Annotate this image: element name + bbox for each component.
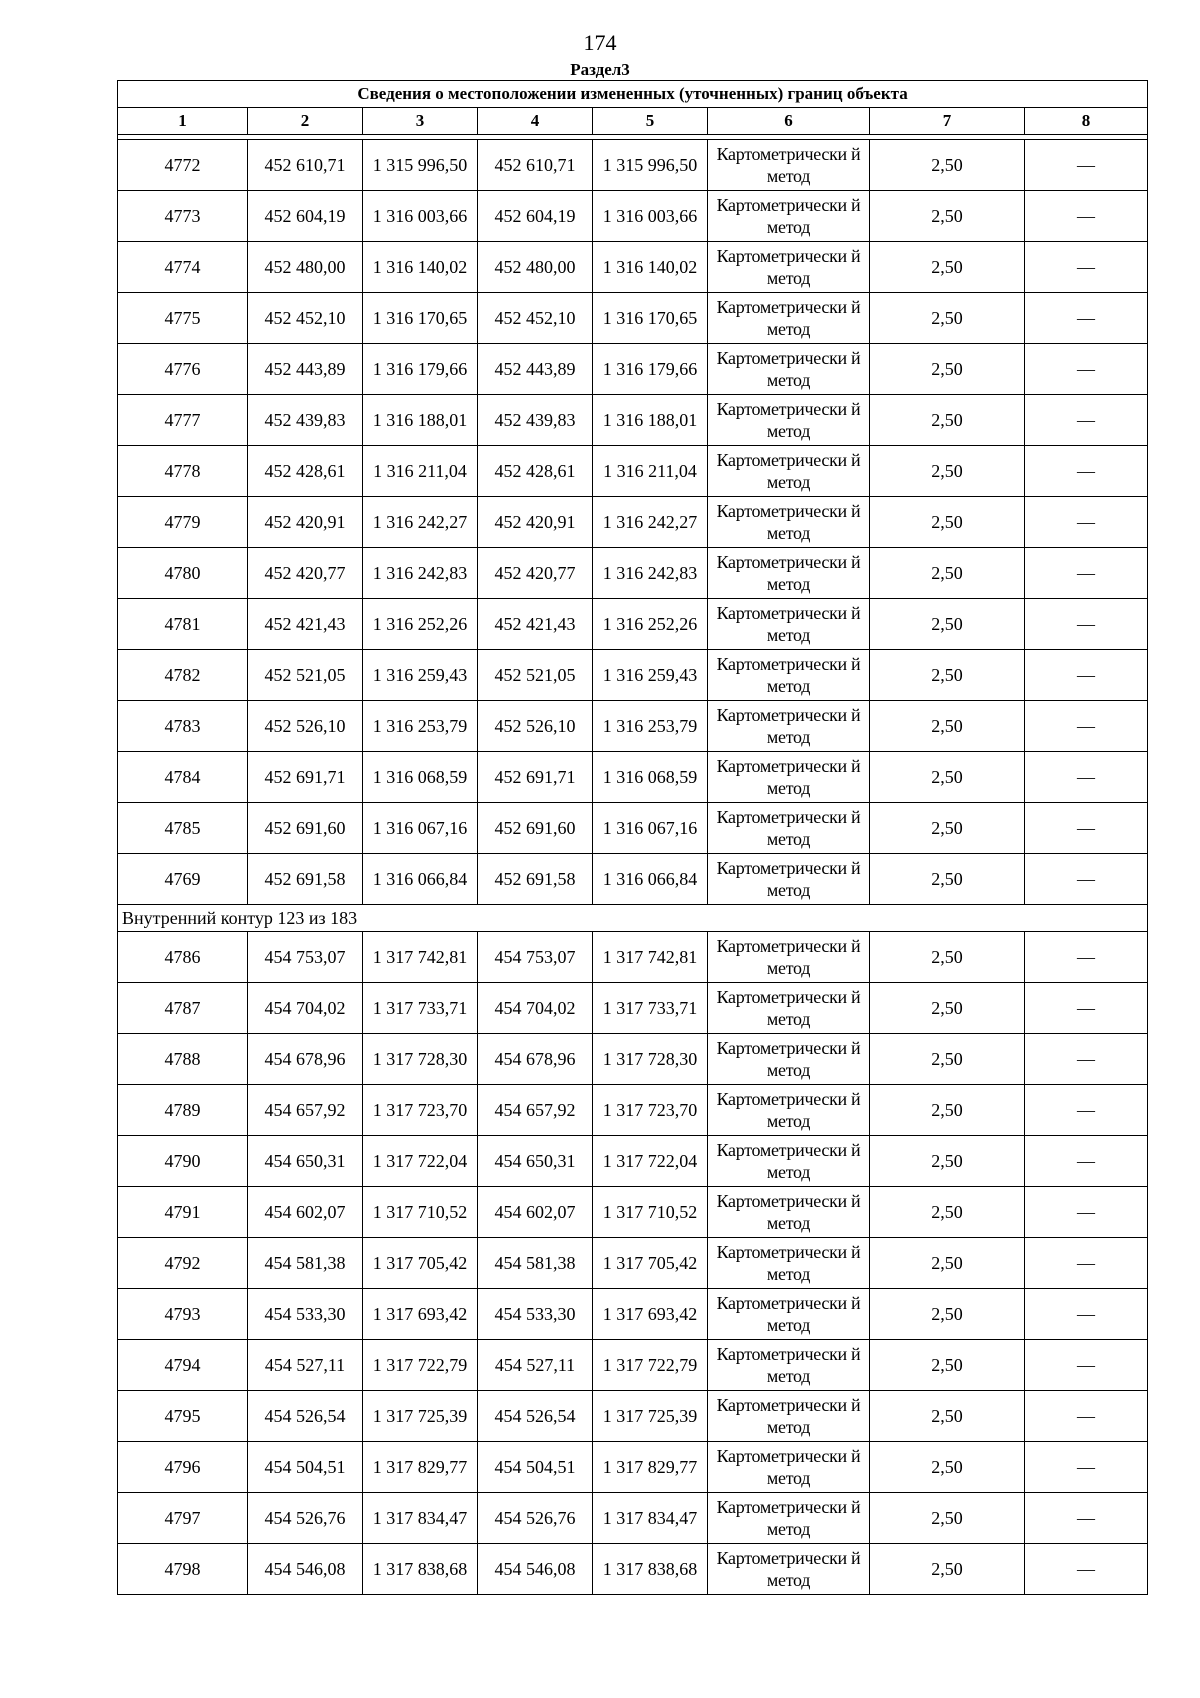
new-x-cell: 454 533,30 [478,1289,593,1340]
method-cell: Картометрически й метод [708,803,870,854]
new-x-cell: 452 439,83 [478,395,593,446]
accuracy-cell: 2,50 [870,1544,1025,1595]
new-y-cell: 1 316 003,66 [593,191,708,242]
accuracy-cell: 2,50 [870,395,1025,446]
accuracy-cell: 2,50 [870,548,1025,599]
old-y-cell: 1 316 253,79 [363,701,478,752]
new-x-cell: 452 420,77 [478,548,593,599]
table-row [118,1034,1148,1085]
new-x-cell: 454 602,07 [478,1187,593,1238]
new-y-cell: 1 317 725,39 [593,1391,708,1442]
table-row [118,701,1148,752]
old-y-cell: 1 317 693,42 [363,1289,478,1340]
new-x-cell: 454 546,08 [478,1544,593,1595]
new-y-cell: 1 316 211,04 [593,446,708,497]
accuracy-cell: 2,50 [870,803,1025,854]
description-cell: — [1025,293,1148,344]
table-caption: Сведения о местоположении измененных (уточненных) границ объекта [118,81,1148,108]
point-number-cell: 4792 [118,1238,248,1289]
old-y-cell: 1 316 242,27 [363,497,478,548]
old-y-cell: 1 316 188,01 [363,395,478,446]
point-number-cell: 4781 [118,599,248,650]
point-number-cell: 4786 [118,932,248,983]
description-cell: — [1025,752,1148,803]
old-x-cell: 452 452,10 [248,293,363,344]
accuracy-cell: 2,50 [870,1289,1025,1340]
table-row [118,650,1148,701]
accuracy-cell: 2,50 [870,293,1025,344]
new-x-cell: 452 420,91 [478,497,593,548]
old-y-cell: 1 316 003,66 [363,191,478,242]
table-row [118,983,1148,1034]
accuracy-cell: 2,50 [870,140,1025,191]
method-cell: Картометрически й метод [708,1136,870,1187]
new-y-cell: 1 317 693,42 [593,1289,708,1340]
new-x-cell: 452 521,05 [478,650,593,701]
new-x-cell: 454 650,31 [478,1136,593,1187]
point-number-cell: 4791 [118,1187,248,1238]
method-cell: Картометрически й метод [708,191,870,242]
accuracy-cell: 2,50 [870,1187,1025,1238]
old-y-cell: 1 317 728,30 [363,1034,478,1085]
new-x-cell: 452 421,43 [478,599,593,650]
table-row [118,854,1148,905]
point-number-cell: 4790 [118,1136,248,1187]
old-y-cell: 1 317 725,39 [363,1391,478,1442]
point-number-cell: 4783 [118,701,248,752]
old-x-cell: 454 546,08 [248,1544,363,1595]
new-y-cell: 1 316 242,83 [593,548,708,599]
new-x-cell: 452 452,10 [478,293,593,344]
point-number-cell: 4769 [118,854,248,905]
column-number-8: 8 [1025,108,1148,135]
point-number-cell: 4797 [118,1493,248,1544]
old-x-cell: 454 650,31 [248,1136,363,1187]
old-x-cell: 452 439,83 [248,395,363,446]
column-number-6: 6 [708,108,870,135]
table-row [118,1391,1148,1442]
accuracy-cell: 2,50 [870,599,1025,650]
accuracy-cell: 2,50 [870,497,1025,548]
table-row [118,1085,1148,1136]
method-cell: Картометрически й метод [708,932,870,983]
table-row [118,1238,1148,1289]
page-number: 174 [583,30,617,55]
description-cell: — [1025,1493,1148,1544]
old-x-cell: 454 581,38 [248,1238,363,1289]
accuracy-cell: 2,50 [870,752,1025,803]
contour-label: Внутренний контур 123 из 183 [118,905,1148,932]
table-row [118,1442,1148,1493]
description-cell: — [1025,854,1148,905]
description-cell: — [1025,497,1148,548]
method-cell: Картометрически й метод [708,1493,870,1544]
point-number-cell: 4777 [118,395,248,446]
accuracy-cell: 2,50 [870,1391,1025,1442]
description-cell: — [1025,1136,1148,1187]
method-cell: Картометрически й метод [708,599,870,650]
table-row [118,803,1148,854]
new-y-cell: 1 316 253,79 [593,701,708,752]
accuracy-cell: 2,50 [870,650,1025,701]
point-number-cell: 4784 [118,752,248,803]
column-number-5: 5 [593,108,708,135]
accuracy-cell: 2,50 [870,1034,1025,1085]
accuracy-cell: 2,50 [870,1085,1025,1136]
table-row [118,1187,1148,1238]
old-y-cell: 1 317 705,42 [363,1238,478,1289]
new-x-cell: 454 753,07 [478,932,593,983]
old-y-cell: 1 317 723,70 [363,1085,478,1136]
new-x-cell: 454 678,96 [478,1034,593,1085]
new-y-cell: 1 316 188,01 [593,395,708,446]
method-cell: Картометрически й метод [708,983,870,1034]
new-x-cell: 454 527,11 [478,1340,593,1391]
old-y-cell: 1 316 242,83 [363,548,478,599]
new-y-cell: 1 317 838,68 [593,1544,708,1595]
point-number-cell: 4773 [118,191,248,242]
description-cell: — [1025,191,1148,242]
table-row [118,1493,1148,1544]
point-number-cell: 4772 [118,140,248,191]
new-y-cell: 1 316 170,65 [593,293,708,344]
method-cell: Картометрически й метод [708,395,870,446]
column-number-7: 7 [870,108,1025,135]
method-cell: Картометрически й метод [708,1085,870,1136]
old-y-cell: 1 317 834,47 [363,1493,478,1544]
table-row [118,191,1148,242]
old-x-cell: 454 704,02 [248,983,363,1034]
old-x-cell: 452 521,05 [248,650,363,701]
old-x-cell: 454 533,30 [248,1289,363,1340]
contour-label-row [118,905,1148,932]
table-row [118,548,1148,599]
table-body [118,140,1148,1595]
old-x-cell: 452 428,61 [248,446,363,497]
method-cell: Картометрически й метод [708,1034,870,1085]
table-row [118,599,1148,650]
new-y-cell: 1 317 728,30 [593,1034,708,1085]
table-row [118,1289,1148,1340]
point-number-cell: 4782 [118,650,248,701]
new-y-cell: 1 316 068,59 [593,752,708,803]
point-number-cell: 4795 [118,1391,248,1442]
method-cell: Картометрически й метод [708,446,870,497]
method-cell: Картометрически й метод [708,1391,870,1442]
new-y-cell: 1 317 829,77 [593,1442,708,1493]
description-cell: — [1025,650,1148,701]
accuracy-cell: 2,50 [870,344,1025,395]
old-x-cell: 454 602,07 [248,1187,363,1238]
accuracy-cell: 2,50 [870,446,1025,497]
new-y-cell: 1 317 723,70 [593,1085,708,1136]
method-cell: Картометрически й метод [708,1238,870,1289]
method-cell: Картометрически й метод [708,140,870,191]
table-row [118,752,1148,803]
description-cell: — [1025,803,1148,854]
column-number-3: 3 [363,108,478,135]
old-y-cell: 1 316 067,16 [363,803,478,854]
method-cell: Картометрически й метод [708,752,870,803]
new-y-cell: 1 317 722,04 [593,1136,708,1187]
table-row [118,242,1148,293]
method-cell: Картометрически й метод [708,344,870,395]
new-y-cell: 1 317 742,81 [593,932,708,983]
old-y-cell: 1 316 068,59 [363,752,478,803]
table-row [118,932,1148,983]
table-row [118,1544,1148,1595]
description-cell: — [1025,548,1148,599]
old-x-cell: 454 678,96 [248,1034,363,1085]
new-y-cell: 1 315 996,50 [593,140,708,191]
accuracy-cell: 2,50 [870,854,1025,905]
old-x-cell: 454 753,07 [248,932,363,983]
method-cell: Картометрически й метод [708,242,870,293]
old-x-cell: 454 526,76 [248,1493,363,1544]
new-y-cell: 1 316 067,16 [593,803,708,854]
old-x-cell: 454 527,11 [248,1340,363,1391]
old-x-cell: 454 504,51 [248,1442,363,1493]
old-x-cell: 452 420,77 [248,548,363,599]
point-number-cell: 4794 [118,1340,248,1391]
new-y-cell: 1 317 834,47 [593,1493,708,1544]
table-row [118,140,1148,191]
table-row [118,497,1148,548]
accuracy-cell: 2,50 [870,983,1025,1034]
new-y-cell: 1 316 242,27 [593,497,708,548]
accuracy-cell: 2,50 [870,191,1025,242]
description-cell: — [1025,1289,1148,1340]
description-cell: — [1025,1442,1148,1493]
method-cell: Картометрически й метод [708,1544,870,1595]
new-y-cell: 1 316 140,02 [593,242,708,293]
new-y-cell: 1 317 733,71 [593,983,708,1034]
old-x-cell: 452 443,89 [248,344,363,395]
old-x-cell: 452 691,71 [248,752,363,803]
new-y-cell: 1 316 259,43 [593,650,708,701]
section-title: Раздел3 [570,60,630,79]
new-y-cell: 1 316 179,66 [593,344,708,395]
method-cell: Картометрически й метод [708,497,870,548]
new-x-cell: 452 691,58 [478,854,593,905]
point-number-cell: 4776 [118,344,248,395]
new-y-cell: 1 317 722,79 [593,1340,708,1391]
description-cell: — [1025,395,1148,446]
new-x-cell: 454 526,76 [478,1493,593,1544]
method-cell: Картометрически й метод [708,293,870,344]
table-row [118,395,1148,446]
new-x-cell: 452 604,19 [478,191,593,242]
point-number-cell: 4774 [118,242,248,293]
accuracy-cell: 2,50 [870,1340,1025,1391]
accuracy-cell: 2,50 [870,1238,1025,1289]
old-y-cell: 1 317 742,81 [363,932,478,983]
new-x-cell: 452 480,00 [478,242,593,293]
accuracy-cell: 2,50 [870,1493,1025,1544]
new-y-cell: 1 316 252,26 [593,599,708,650]
new-x-cell: 452 526,10 [478,701,593,752]
old-x-cell: 454 657,92 [248,1085,363,1136]
description-cell: — [1025,344,1148,395]
new-x-cell: 452 443,89 [478,344,593,395]
method-cell: Картометрически й метод [708,1289,870,1340]
method-cell: Картометрически й метод [708,650,870,701]
method-cell: Картометрически й метод [708,854,870,905]
column-number-2: 2 [248,108,363,135]
point-number-cell: 4785 [118,803,248,854]
point-number-cell: 4780 [118,548,248,599]
point-number-cell: 4787 [118,983,248,1034]
point-number-cell: 4793 [118,1289,248,1340]
description-cell: — [1025,1238,1148,1289]
old-x-cell: 452 421,43 [248,599,363,650]
method-cell: Картометрически й метод [708,1187,870,1238]
point-number-cell: 4775 [118,293,248,344]
old-x-cell: 452 610,71 [248,140,363,191]
old-x-cell: 452 480,00 [248,242,363,293]
new-y-cell: 1 317 705,42 [593,1238,708,1289]
table-row [118,1136,1148,1187]
old-y-cell: 1 316 259,43 [363,650,478,701]
point-number-cell: 4796 [118,1442,248,1493]
column-number-1: 1 [118,108,248,135]
old-y-cell: 1 316 140,02 [363,242,478,293]
old-x-cell: 452 526,10 [248,701,363,752]
point-number-cell: 4788 [118,1034,248,1085]
old-y-cell: 1 316 179,66 [363,344,478,395]
old-y-cell: 1 317 722,04 [363,1136,478,1187]
description-cell: — [1025,1085,1148,1136]
old-x-cell: 452 691,60 [248,803,363,854]
method-cell: Картометрически й метод [708,1340,870,1391]
accuracy-cell: 2,50 [870,1136,1025,1187]
accuracy-cell: 2,50 [870,242,1025,293]
description-cell: — [1025,446,1148,497]
accuracy-cell: 2,50 [870,701,1025,752]
description-cell: — [1025,1034,1148,1085]
column-number-4: 4 [478,108,593,135]
table-row [118,1340,1148,1391]
old-x-cell: 452 691,58 [248,854,363,905]
new-y-cell: 1 317 710,52 [593,1187,708,1238]
point-number-cell: 4779 [118,497,248,548]
coordinates-table [117,80,1148,1595]
old-y-cell: 1 317 838,68 [363,1544,478,1595]
new-x-cell: 454 704,02 [478,983,593,1034]
accuracy-cell: 2,50 [870,1442,1025,1493]
old-y-cell: 1 317 710,52 [363,1187,478,1238]
description-cell: — [1025,140,1148,191]
method-cell: Картометрически й метод [708,548,870,599]
old-y-cell: 1 317 733,71 [363,983,478,1034]
table-row [118,344,1148,395]
method-cell: Картометрически й метод [708,1442,870,1493]
description-cell: — [1025,701,1148,752]
point-number-cell: 4778 [118,446,248,497]
new-x-cell: 452 691,60 [478,803,593,854]
description-cell: — [1025,983,1148,1034]
old-y-cell: 1 315 996,50 [363,140,478,191]
old-y-cell: 1 317 829,77 [363,1442,478,1493]
old-y-cell: 1 316 066,84 [363,854,478,905]
description-cell: — [1025,932,1148,983]
description-cell: — [1025,599,1148,650]
accuracy-cell: 2,50 [870,932,1025,983]
old-y-cell: 1 316 211,04 [363,446,478,497]
old-x-cell: 452 604,19 [248,191,363,242]
method-cell: Картометрически й метод [708,701,870,752]
description-cell: — [1025,1544,1148,1595]
new-x-cell: 452 428,61 [478,446,593,497]
old-x-cell: 452 420,91 [248,497,363,548]
column-number-row [118,108,1148,135]
table-row [118,293,1148,344]
old-y-cell: 1 317 722,79 [363,1340,478,1391]
point-number-cell: 4798 [118,1544,248,1595]
old-y-cell: 1 316 252,26 [363,599,478,650]
description-cell: — [1025,1391,1148,1442]
old-x-cell: 454 526,54 [248,1391,363,1442]
new-x-cell: 452 691,71 [478,752,593,803]
description-cell: — [1025,1187,1148,1238]
new-x-cell: 454 504,51 [478,1442,593,1493]
new-x-cell: 452 610,71 [478,140,593,191]
new-x-cell: 454 657,92 [478,1085,593,1136]
point-number-cell: 4789 [118,1085,248,1136]
description-cell: — [1025,1340,1148,1391]
new-x-cell: 454 581,38 [478,1238,593,1289]
description-cell: — [1025,242,1148,293]
new-x-cell: 454 526,54 [478,1391,593,1442]
old-y-cell: 1 316 170,65 [363,293,478,344]
table-row [118,446,1148,497]
new-y-cell: 1 316 066,84 [593,854,708,905]
